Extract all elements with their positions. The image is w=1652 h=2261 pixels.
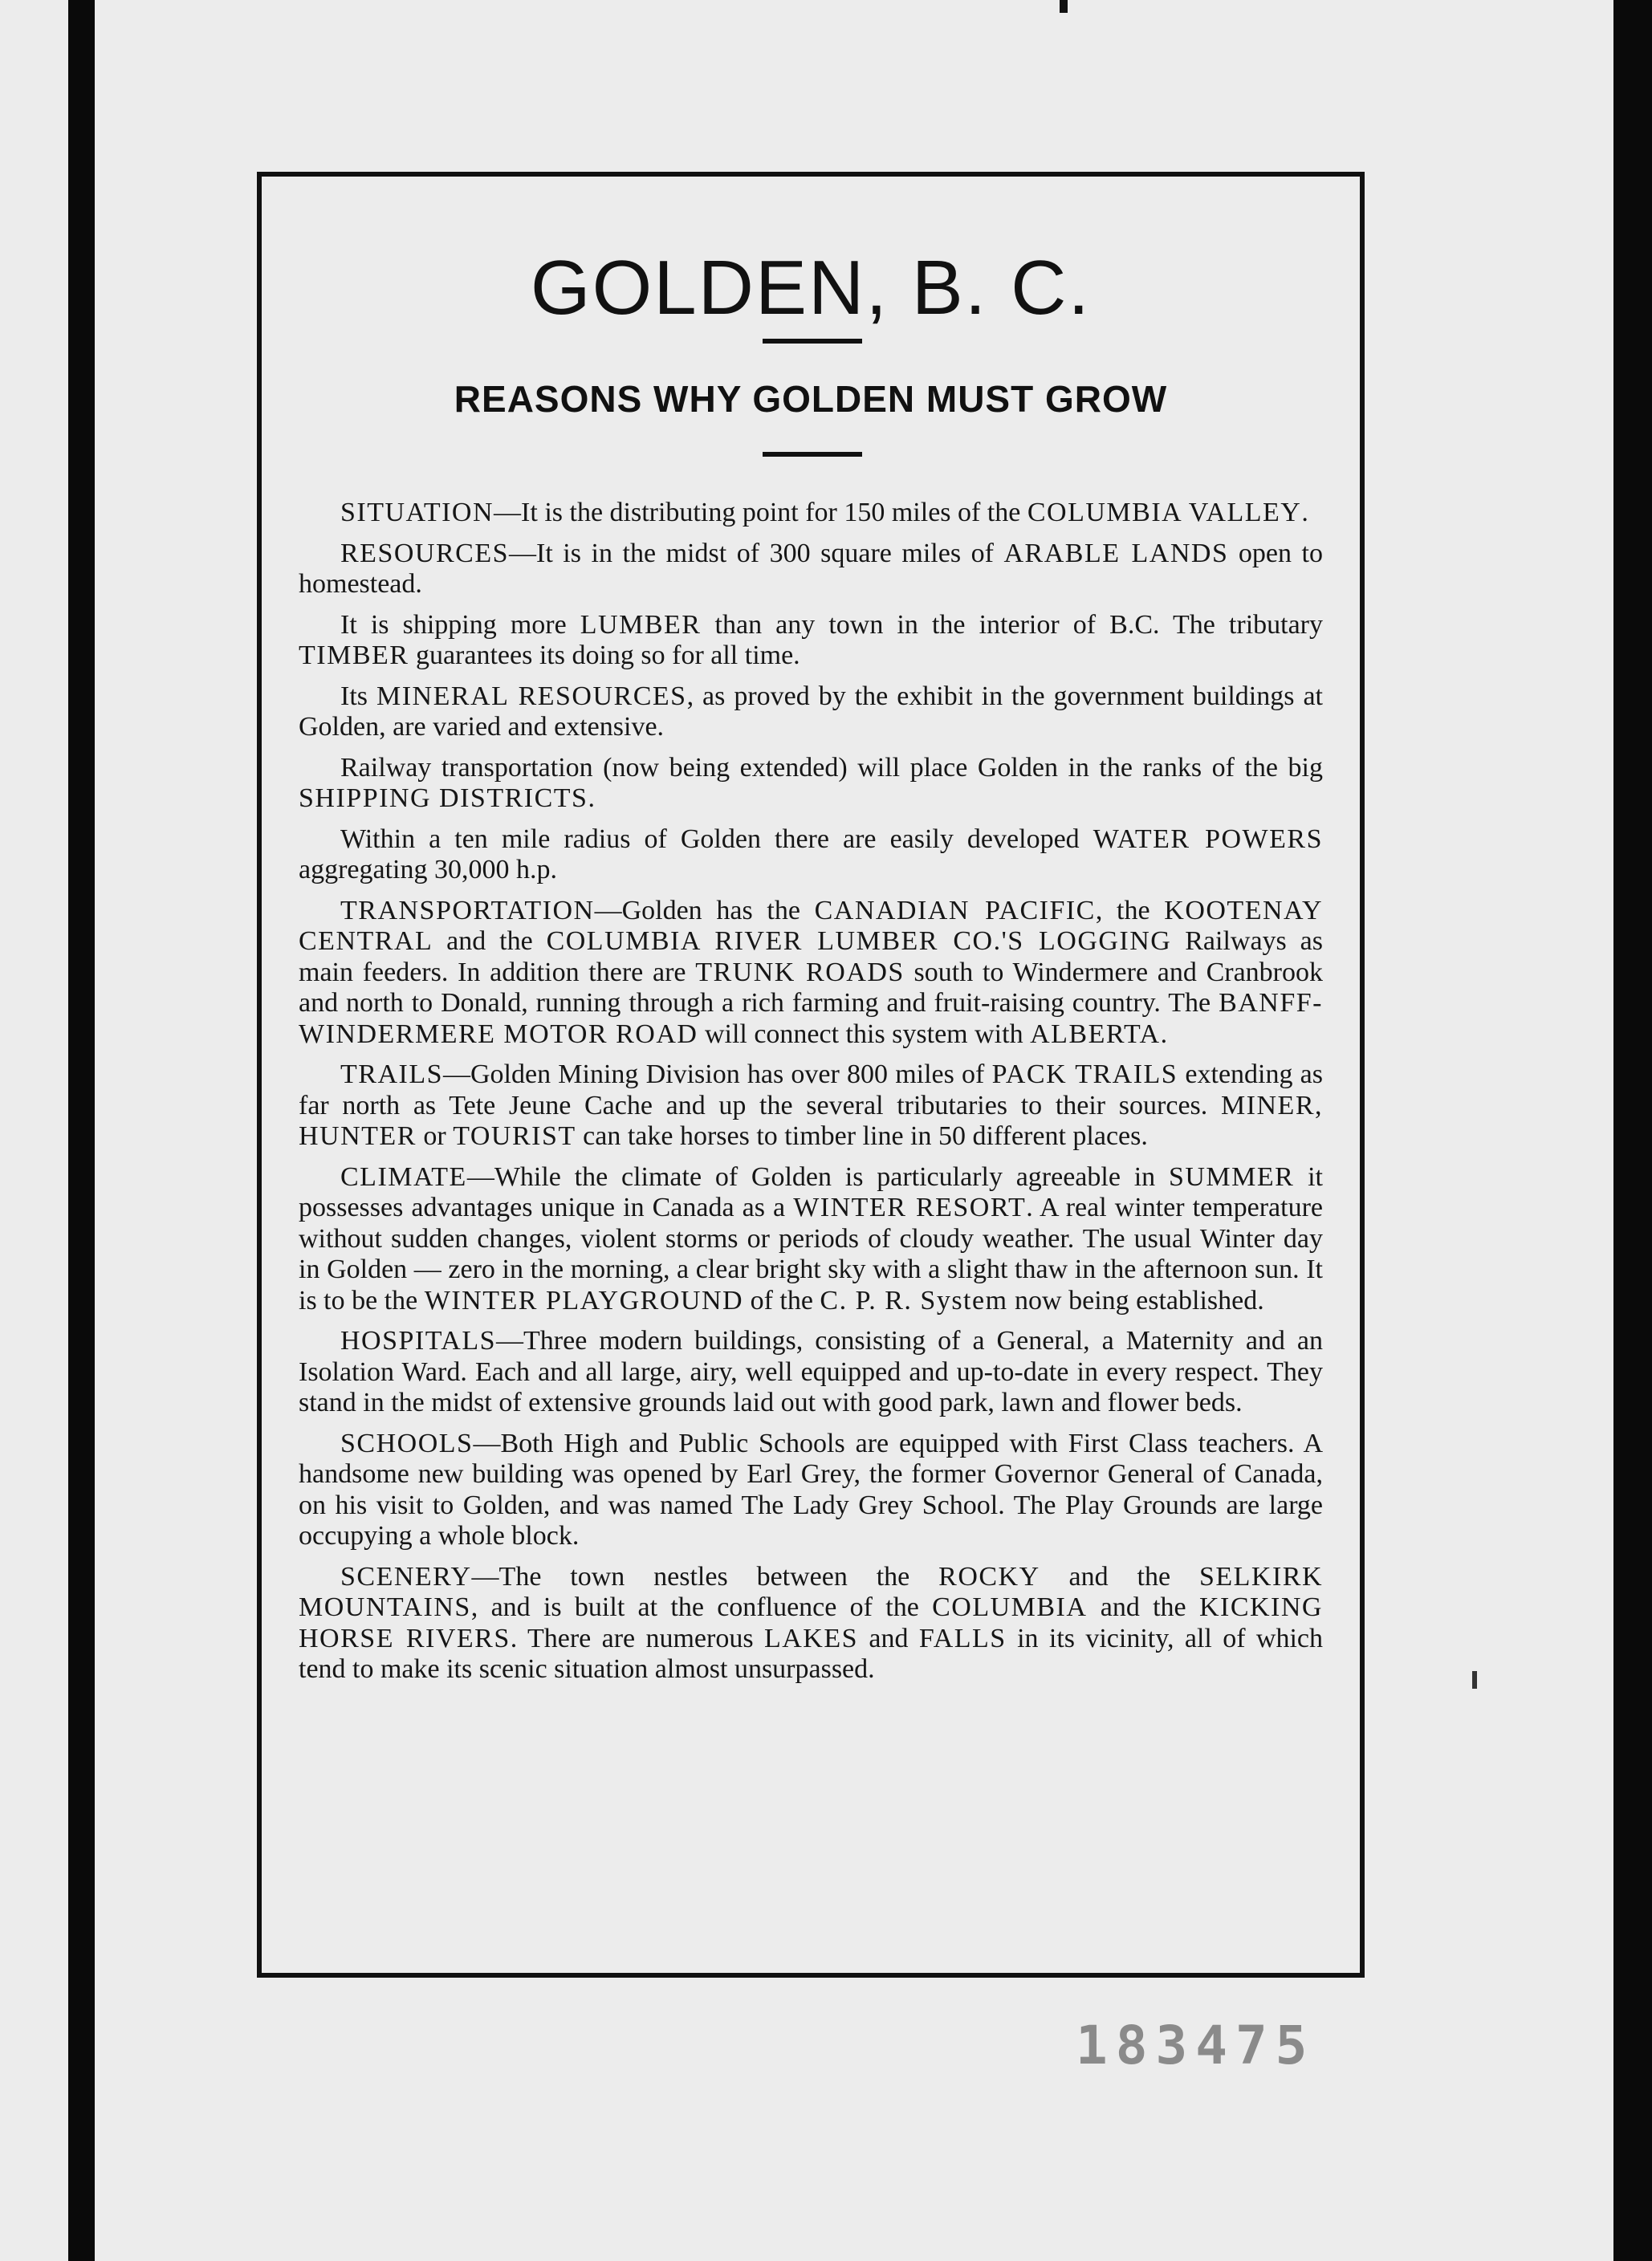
paragraph-text: can take horses to timber line in 50 different places. [576, 1121, 1148, 1151]
emphasized-phrase: TRUNK ROADS [695, 957, 905, 987]
paragraph-text: Railway transportation (now being extended) will place Golden in the ranks of the big [340, 752, 1323, 783]
emphasized-phrase: C. P. R. System [820, 1285, 1008, 1316]
paragraph-text: . There are numerous [510, 1623, 764, 1653]
paragraph-text: now being established. [1007, 1285, 1264, 1316]
emphasized-phrase: HOSPITALS [340, 1326, 497, 1356]
paragraph-text: —While the climate of Golden is particularly agreeable in [466, 1161, 1169, 1192]
paragraph-text: Its [340, 681, 376, 711]
paragraph-text: Railways as main feeders. In addition there are [299, 926, 1323, 987]
paragraph-text: south to Windermere and Cranbrook and north to Donald, running through a rich farming and fruit-raising country. The [299, 957, 1324, 1018]
paragraph-text: of the [743, 1285, 820, 1316]
body-text [299, 498, 1323, 1695]
emphasized-phrase: ROCKY [938, 1561, 1040, 1592]
paragraph [299, 1059, 1323, 1153]
emphasized-phrase: SITUATION [340, 498, 494, 527]
paragraph-text: —Golden has the [594, 895, 815, 925]
paragraph-text: , as proved by the exhibit in the government buildings at Golden, are varied and extensive. [299, 681, 1323, 742]
paragraph-text: than any town in the interior of B.C. The tributary [701, 609, 1323, 640]
paragraph [299, 896, 1323, 1051]
paragraph-text: . [1301, 498, 1308, 527]
paragraph-text: or [416, 1121, 454, 1151]
emphasized-phrase: KICKING HORSE RIVERS [299, 1592, 1323, 1653]
paragraph-text: —It is the distributing point for 150 miles of the [494, 498, 1027, 527]
paragraph-text: , and is built at the confluence of the [470, 1592, 933, 1622]
emphasized-phrase: SUMMER [1168, 1161, 1295, 1192]
paragraph-text: —The town nestles between the [471, 1561, 939, 1592]
paragraph [299, 1562, 1323, 1686]
page-crease-mark [1060, 0, 1068, 13]
paragraph [299, 498, 1323, 529]
emphasized-phrase: SHIPPING DISTRICTS [299, 783, 588, 813]
emphasized-phrase: TRAILS [340, 1059, 443, 1089]
paragraph-text: and the [1040, 1561, 1199, 1592]
paragraph-text: and the [1087, 1592, 1199, 1622]
emphasized-phrase: PACK TRAILS [991, 1059, 1178, 1089]
emphasized-phrase: LAKES [763, 1623, 858, 1653]
paragraph-text: , the [1095, 895, 1165, 925]
paragraph-text: . [1160, 1019, 1168, 1049]
content-frame [257, 172, 1365, 1978]
paragraph [299, 539, 1323, 600]
emphasized-phrase: SELKIRK MOUNTAINS [299, 1561, 1323, 1622]
emphasized-phrase: SCENERY [340, 1561, 472, 1592]
emphasized-phrase: RESOURCES [340, 538, 509, 568]
emphasized-phrase: WINTER RESORT [793, 1193, 1027, 1222]
paragraph-text: and [858, 1623, 919, 1653]
emphasized-phrase: COLUMBIA RIVER LUMBER CO.'S LOGGING [546, 926, 1172, 956]
paragraph [299, 1326, 1323, 1419]
emphasized-phrase: SCHOOLS [340, 1428, 474, 1458]
page-title: GOLDEN, B. C. [530, 245, 1092, 331]
paragraph-text: Within a ten mile radius of Golden there are easily developed [340, 823, 1093, 854]
paragraph-text: extending as far north as Tete Jeune Cache and up the several tributaries to their sources. [299, 1059, 1323, 1120]
paragraph-text: guarantees its doing so for all time. [409, 640, 800, 670]
paragraph [299, 753, 1323, 815]
emphasized-phrase: WINTER PLAYGROUND [424, 1285, 744, 1316]
paragraph-text: and the [433, 926, 547, 956]
paragraph-text: aggregating 30,000 h.p. [299, 855, 557, 884]
page-subtitle: REASONS WHY GOLDEN MUST GROW [454, 378, 1168, 420]
paragraph-text: open to homestead. [299, 538, 1323, 599]
document-page [95, 0, 1613, 2261]
paragraph [299, 1429, 1323, 1552]
emphasized-phrase: TIMBER [299, 640, 409, 670]
title-divider [763, 339, 862, 344]
paragraph-text: —Three modern buildings, consisting of a General, a Maternity and an Isolation Ward. Each and all large, airy, well equipped and up-to-date in every respect. They stand in the midst of extensive grounds laid out with good park, lawn and flower beds. [299, 1326, 1323, 1417]
emphasized-phrase: COLUMBIA [932, 1592, 1088, 1622]
emphasized-phrase: ARABLE LANDS [1003, 538, 1229, 568]
margin-mark [1472, 1671, 1477, 1689]
paragraph-text: —Both High and Public Schools are equipped with First Class teachers. A handsome new building was opened by Earl Grey, the former Governor General of Canada, on his visit to Golden, and was named The Lady Grey School. The Play Grounds are large occupying a whole block. [299, 1428, 1323, 1551]
archive-stamp-number: 183475 [1076, 2015, 1316, 2076]
emphasized-phrase: TOURIST [453, 1121, 576, 1151]
emphasized-phrase: CLIMATE [340, 1161, 467, 1192]
paragraph [299, 681, 1323, 743]
paragraph-text: . A real winter temperature without sudden changes, violent storms or periods of cloudy weather. The usual Winter day in Golden — zero in the morning, a clear bright sky with a slight thaw in the afternoon sun. It is to be the [299, 1193, 1323, 1316]
paragraph-text: . [588, 783, 595, 813]
emphasized-phrase: MINER, HUNTER [299, 1090, 1323, 1151]
emphasized-phrase: TRANSPORTATION [340, 895, 595, 925]
emphasized-phrase: LUMBER [580, 609, 702, 640]
emphasized-phrase: KOOTENAY CENTRAL [299, 895, 1324, 956]
emphasized-phrase: COLUMBIA VALLEY [1027, 498, 1302, 527]
paragraph-text: —It is in the midst of 300 square miles of [509, 538, 1004, 568]
paragraph [299, 1162, 1323, 1317]
paragraph-text: it possesses advantages unique in Canada as a [299, 1161, 1323, 1222]
paragraph-text: It is shipping more [340, 609, 580, 640]
paragraph [299, 824, 1323, 886]
emphasized-phrase: WATER POWERS [1093, 823, 1324, 854]
subtitle-divider [763, 452, 862, 457]
emphasized-phrase: ALBERTA [1030, 1019, 1161, 1049]
paragraph-text: in its vicinity, all of which tend to make its scenic situation almost unsurpassed. [299, 1623, 1323, 1684]
emphasized-phrase: MINERAL RESOURCES [376, 681, 687, 711]
emphasized-phrase: FALLS [918, 1623, 1007, 1653]
paragraph-text: —Golden Mining Division has over 800 miles of [443, 1059, 992, 1089]
emphasized-phrase: CANADIAN PACIFIC [814, 895, 1096, 925]
adjacent-page-edge [0, 0, 68, 2261]
paragraph [299, 610, 1323, 672]
paragraph-text: will connect this system with [698, 1019, 1031, 1049]
emphasized-phrase: BANFF-WINDERMERE MOTOR ROAD [299, 988, 1323, 1049]
